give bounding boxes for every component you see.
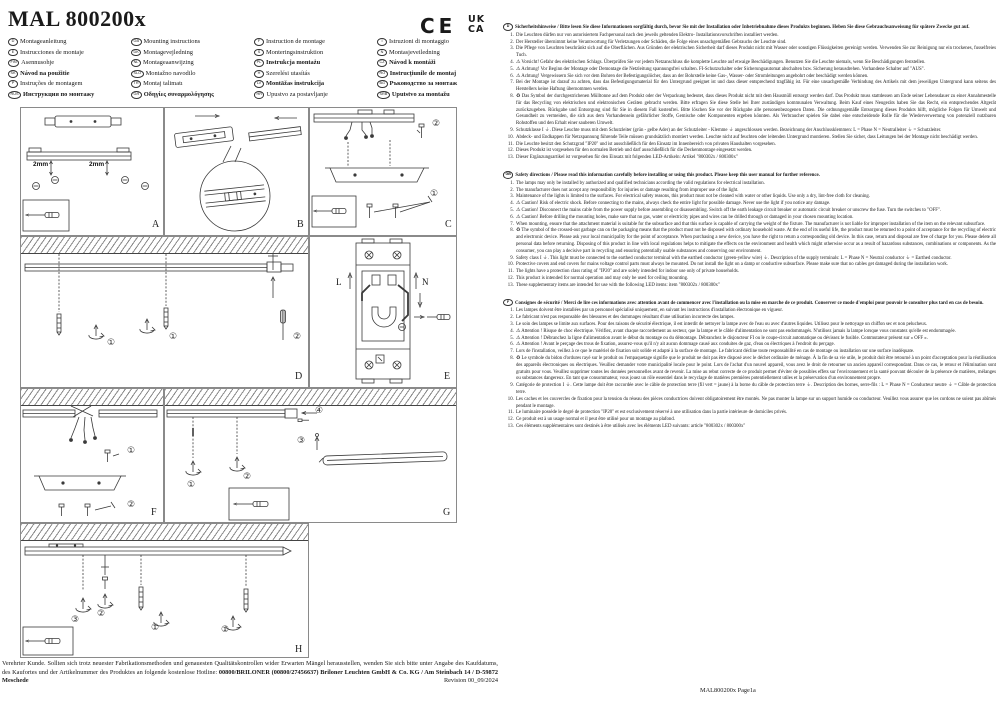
ceiling-hatch bbox=[21, 524, 308, 541]
step-badge: ② bbox=[293, 332, 302, 342]
step-badge: ② bbox=[97, 609, 106, 619]
language-item bbox=[377, 59, 500, 70]
language-code-badge: D bbox=[8, 38, 18, 46]
language-code-badge: N bbox=[377, 49, 387, 57]
language-code-badge: I bbox=[377, 38, 387, 46]
language-code-badge: S bbox=[254, 49, 264, 57]
language-label: Monteringsinstruktion bbox=[266, 48, 324, 56]
language-item bbox=[254, 70, 377, 81]
language-label: Instruções de montagem bbox=[20, 80, 83, 88]
language-label: Инструкция по монтажу bbox=[23, 90, 95, 98]
instruction-item: 8. ♻ Le symbole du bidon d'ordures rayé sur le produit ou l'empaquetage signifie que le produit ne doit pas être disposé avec le déchet ordinaire de ménage. À la fin de sa vie utile, le produit doit être retourné à un point d'acceptation pour la réutilisation des appareils électroniques ou électriques. Veuillez demander votre municipalité locale pour le point. Lors de l'achat d'un nouvel appareil, vous avez le droit de retourner un ancien appareil correspondant. Dans ce cas, le retour et l'élimination sont gratuits pour vous. Veuillez supprimer toutes les données personnelles avant de revenir. La mise au rebut correcte de ce produit permet d'éviter de possibles effets sur l'environnement et la santé pouvant découler de la présence de matières, mélanges ou substances dangereux. En tant que consommateur, vous jouez un rôle essentiel dans le recyclage de matières premières potentiellement utiles et la préservation d'un environnement propre. bbox=[515, 356, 996, 383]
language-label: Istruzioni di montaggio bbox=[389, 38, 449, 45]
panel-a-drawing bbox=[21, 108, 163, 235]
language-item bbox=[131, 91, 254, 102]
language-item bbox=[8, 80, 131, 91]
instruction-item: 13. Ces éléments supplémentaires sont destinés à être utilisés avec les éléments LED suivants: article "800302x / 800300x" bbox=[515, 424, 996, 431]
screwdriver-icon bbox=[427, 315, 450, 320]
rotate-arrow-icon bbox=[89, 325, 104, 339]
panel-b-drawing bbox=[165, 108, 308, 235]
panel-label-h: H bbox=[295, 644, 303, 655]
wall-plug-icon bbox=[164, 308, 168, 329]
instruction-item: 7. Bei der Montage ist darauf zu achten, dass das Befestigungsmaterial für den Untergrund geeignet ist und dass dieser entsprechend tragfähig ist. Für eine unsachgemäße Verbindung des Artikels mit dem jeweiligen Untergrund kann seitens des Herstellers keine Haftung übernommen werden. bbox=[515, 80, 996, 94]
instruction-item: 10. Abdeck- und Endkappen für Netzspannung führende Teile müssen grundsätzlich montiert werden. Leuchte nicht auf feuchten oder leitenden Untergrund montieren. Stellen Sie sicher, dass Leitungen bei der Montage nicht beschädigt werden. bbox=[515, 135, 996, 142]
language-label: Οδηγίες συναρμολόγησης bbox=[143, 90, 214, 98]
screw-icon bbox=[85, 504, 90, 516]
screw-icon bbox=[417, 124, 424, 138]
language-item bbox=[377, 38, 500, 49]
step-badge: ① bbox=[187, 480, 196, 490]
language-label: Ръководство за монтаж bbox=[389, 80, 458, 88]
panel-label-e: E bbox=[444, 371, 451, 382]
instruction-list bbox=[503, 181, 996, 290]
ceiling-hatch bbox=[21, 389, 163, 406]
language-item bbox=[377, 91, 500, 102]
panel-d bbox=[20, 236, 309, 388]
instruction-item: 2. Der Hersteller übernimmt keine Verantwortung für Verletzungen oder Schäden, die Folge eines unsachgemäßen Gebrauchs der Leuchte sind. bbox=[515, 40, 996, 47]
panel-d-drawing bbox=[21, 254, 308, 386]
instruction-item: 1. Les lampes doivent être installées par un personnel spécialisé uniquement, en suivant les instructions d'installation électronique en vigueur. bbox=[515, 308, 996, 315]
screw-icon bbox=[59, 504, 64, 516]
wall-plug-icon bbox=[57, 314, 61, 335]
phase-label: L bbox=[336, 277, 342, 287]
language-item bbox=[254, 80, 377, 91]
ceiling-hatch bbox=[165, 389, 456, 406]
instruction-item: 9. Schutzklasse I ⏚. Diese Leuchte muss mit dem Schutzleiter (grün - gelbe Ader) an der Schutzleiter - Klemme ⏚ angeschlossen werden. Bezeichnung der Anschlussklemmen: L = Phase N = Neutralleiter ⏚ = Schutzleiter. bbox=[515, 128, 996, 135]
screwdriver-icon bbox=[26, 639, 60, 644]
language-code-badge: SLO bbox=[131, 70, 144, 78]
instruction-item: 9. Safety class I ⏚. This light must be connected to the earthed conductor terminal with the earthed conductor (green-yellow wire) ⏚. Description of the supply terminals: L = Phase N = Neutral conductor ⏚ = Earthed conductor. bbox=[515, 256, 996, 263]
panel-e-drawing bbox=[310, 237, 456, 387]
rotate-arrow-icon bbox=[230, 457, 245, 471]
language-item bbox=[8, 59, 131, 70]
language-label: Instruction de montage bbox=[266, 38, 325, 45]
language-code-badge: RO bbox=[377, 70, 388, 78]
language-item bbox=[131, 70, 254, 81]
language-item bbox=[131, 59, 254, 70]
language-label: Upustvo za postavljanje bbox=[266, 90, 328, 98]
instruction-item: 4. ⚠ Caution! Risk of electric shock. Before connecting to the mains, always check the entire light for possible damage. Never use the light if you notice any damage. bbox=[515, 201, 996, 208]
step-badge: ① bbox=[430, 189, 439, 199]
instruction-item: 13. These supplementary items are intended for use with the following LED items: item "800302x / 800300x" bbox=[515, 283, 996, 290]
instruction-item: 4. ⚠ Attention ! Risque de choc électrique. Vérifiez, avant chaque raccordement au secteur, que la lampe et le câble d'alimentation ne sont pas endommagés. N'utilisez jamais la lampe lorsque vous constatez qu'elle est endommagée. bbox=[515, 329, 996, 336]
dimension-label: 2mm bbox=[89, 161, 105, 168]
instruction-item: 9. Catégorie de protection I ⏚. Cette lampe doit être raccordée avec le câble de protection terre (fil vert = jaune) à la borne du câble de protection terre ⏚. Description des bornes, serre-fils : L = Phase N = Conducteur neutre ⏚ = Câble de protection terre. bbox=[515, 383, 996, 397]
instruction-item: 8. ♻ Das Symbol der durchgestrichenen Mülltonne auf dem Produkt oder der Verpackung bedeutet, dass dieses Produkt nicht mit dem Hausmüll entsorgt werden darf. Das Produkt muss stattdessen am Ende seiner Lebensdauer zu einer Annahmestelle für das Recycling von elektrischen und elektronischen Geräten gebracht werden. Bitte erfragen Sie diese Stelle bei Ihrer zuständigen kommunalen Verwaltung. Beim Kauf eines Neugeräts haben Sie das Recht, ein entsprechendes Altgerät zurückzugeben. Rückgabe und Entsorgung sind für Sie in diesem Fall kostenfrei. Bitte löschen Sie vor der Rückgabe alle personenbezogenen Daten. Die ordnungsgemäße Entsorgung dieses Produkts hilft, mögliche Folgen für Umwelt und Gesundheit zu vermeiden, die sich aus dem Vorhandensein gefährlicher Stoffe, Gemische oder Komponenten ergeben könnten. Als Verbraucher spielen Sie dabei eine entscheidende Rolle für die Wiederverwertung von potenziell nutzbaren Rohstoffen und den Erhalt einer sauberen Umwelt. bbox=[515, 94, 996, 128]
section-header-text: Consignes de sécurité / Merci de lire ces informations avec attention avant de commencer avec l'installation ou la mise en marche de ce produit. Conserver ce mode d'emploi pour pouvoir le consulter plus tard en cas de besoin. bbox=[515, 300, 984, 306]
hotline-info: 00800/BRILONER (00800/27456637) Briloner Leuchten GmbH & Co. KG / Am Steinbach 14 / D-59872 Meschede bbox=[2, 668, 498, 685]
instruction-item: 10. Protective covers and end covers for mains voltage control parts must always be mounted. Do not install the light on a damp or conductive subsurface. Please make sure that no cables get damaged during the installation work. bbox=[515, 262, 996, 269]
instruction-item: 4. ⚠ Vorsicht! Gefahr des elektrischen Schlags. Überprüfen Sie vor jedem Netzanschluss die komplette Leuchte auf etwaige Beschädigungen. Benutzen Sie die Leuchte niemals, wenn Sie Beschädigungen feststellen. bbox=[515, 60, 996, 67]
screw-icon bbox=[105, 450, 119, 462]
ukca-ca: CA bbox=[468, 23, 485, 35]
language-code-badge: LV bbox=[254, 80, 264, 88]
instruction-item: 5. ⚠ Attention ! Débranchez la ligne d'alimentation avant le début du montage ou du démontage. Débranchez le disjoncteur FI ou le coupe-circuit automatique ou dévissez le fusible. Commutateur présent sur « OFF ». bbox=[515, 336, 996, 343]
language-item bbox=[254, 91, 377, 102]
page-reference: MAL800200x Page1a bbox=[700, 687, 756, 694]
instruction-item: 1. Die Leuchten dürfen nur von autorisiertem Fachpersonal nach den jeweils geltenden Elektro- Installationsvorschriften installiert werden. bbox=[515, 33, 996, 40]
language-item bbox=[8, 38, 131, 49]
instruction-item: 13. Dieser Ergänzungsartikel ist vorgesehen für den Einsatz mit folgenden LED-Artikeln: Artikel "800302x / 800300x" bbox=[515, 155, 996, 162]
ceiling-hatch bbox=[21, 237, 308, 254]
ce-mark: CE bbox=[420, 14, 457, 38]
screw-icon bbox=[367, 204, 372, 218]
language-item bbox=[377, 80, 500, 91]
customer-service-footer bbox=[2, 660, 498, 686]
instruction-item: 5. ⚠ Achtung! Vor Beginn der Montage oder Demontage die Netzleitung spannungsfrei schalten. FI-Schutzschalter oder Sicherungsautomat abschalten bzw. Sicherung herausdrehen. Vorhandene Schalter auf "AUS". bbox=[515, 67, 996, 74]
instruction-list bbox=[503, 33, 996, 162]
language-label: Asennusohje bbox=[21, 59, 55, 67]
language-label: Montagevejledning bbox=[143, 48, 193, 56]
language-list bbox=[8, 38, 500, 102]
instruction-item: 11. Die Leuchte besitzt den Schutzgrad "IP20" und ist ausschließlich für den Einsatz im Innenbereich von privaten Haushalten vorgesehen. bbox=[515, 142, 996, 149]
language-label: Návod k montáži bbox=[389, 59, 436, 67]
language-label: Montāžas instrukcija bbox=[266, 80, 325, 88]
panel-label-g: G bbox=[443, 507, 451, 518]
language-item bbox=[131, 49, 254, 60]
screwdriver-icon bbox=[314, 209, 346, 214]
language-code-badge: GB bbox=[131, 38, 142, 46]
panel-label-f: F bbox=[151, 507, 157, 518]
instruction-item: 6. ⚠ Caution! Before drilling the mounting holes, make sure that no gas, water or electricity pipes and wires can be drilled through or damaged in your chosen mounting location. bbox=[515, 215, 996, 222]
language-item bbox=[254, 59, 377, 70]
language-label: Instrucciones de montaje bbox=[20, 48, 84, 56]
section-header bbox=[503, 299, 996, 308]
screwdriver-icon bbox=[281, 310, 286, 340]
panel-c bbox=[309, 107, 457, 236]
panel-a bbox=[20, 107, 164, 236]
section-header-text: Safety directions / Please read this information carefully before installing or using this product. Please keep this user manual for further reference. bbox=[515, 173, 820, 178]
neutral-label: N bbox=[422, 277, 429, 287]
step-badge: ① bbox=[221, 625, 230, 635]
language-code-badge: SRB bbox=[377, 91, 390, 99]
language-item bbox=[377, 49, 500, 60]
ukca-uk: UK bbox=[468, 14, 486, 25]
panel-f-drawing bbox=[21, 406, 163, 521]
rotate-arrow-icon bbox=[76, 598, 91, 612]
step-badge: ① bbox=[107, 338, 116, 348]
instruction-item: 8. ♻ The symbol of the crossed-out garbage can on the packaging means that the product must not be disposed with ordinary household waste. At the end of its useful life, the product must be returned to a point of acceptance for the recycling of electric and electronic device. Please ask your local municipality for the point of acceptance. When purchasing a new device, you have the right to return a corresponding old device. In this case, return and disposal are free of charge for you. Please delete all personal data before returning. Disposing of this product in line with local regulations helps to mitigate the effects on the environment and health which might otherwise occur as a result of hazardous substances, combinations or components. As the consumer, you can play a decisive part in recycling and ensuring potentially usable substances and conserving our environment. bbox=[515, 228, 996, 255]
language-code-badge: FIN bbox=[8, 59, 19, 67]
step-badge: ③ bbox=[71, 615, 80, 625]
language-label: Návod na použitie bbox=[20, 69, 70, 77]
step-badge: ① bbox=[127, 446, 136, 456]
language-label: Instrukcja montażu bbox=[266, 59, 321, 67]
wall-plug-icon bbox=[139, 587, 143, 610]
section-header bbox=[503, 23, 996, 32]
step-badge: ② bbox=[432, 119, 441, 129]
instruction-item: 12. Ce produit est à un usage normal et il peut être utilisé pour un montage au plafond. bbox=[515, 417, 996, 424]
step-badge: ③ bbox=[297, 436, 306, 446]
screw-icon bbox=[393, 204, 398, 218]
pin-icon bbox=[315, 434, 319, 451]
section-french bbox=[503, 299, 996, 431]
instruction-item: 6. ⚠ Attention ! Avant le perçage des trous de fixation, assurez-vous qu'il n'y ait aucun dommage causé aux conduites de gaz, d'eau ou électriques à l'endroit du perçage. bbox=[515, 342, 996, 349]
language-code-badge: PL bbox=[254, 59, 264, 67]
instruction-item: 3. Maintenance of the lights is limited to the surfaces. For electrical safety reasons, this product must not be cleaned with water or other liquids. Use only a dry, lint-free cloth for cleaning. bbox=[515, 194, 996, 201]
language-code-badge: GB bbox=[503, 171, 513, 179]
language-code-badge: H bbox=[254, 70, 264, 78]
instruction-list bbox=[503, 308, 996, 430]
language-label: Montaj talimatı bbox=[143, 80, 183, 88]
instruction-item: 11. Le luminaire possède le degré de protection "IP20" et est exclusivement réservé à une utilisation dans la partie intérieure de domiciles privés. bbox=[515, 410, 996, 417]
language-code-badge: NL bbox=[131, 59, 141, 67]
revision-label: Revision 00_09/2024 bbox=[443, 677, 498, 685]
panel-e bbox=[309, 236, 457, 388]
language-label: Montažno navodilo bbox=[145, 69, 196, 77]
rotate-arrow-icon bbox=[98, 594, 113, 608]
dimension-label: 2mm bbox=[33, 161, 49, 168]
step-badge: ② bbox=[243, 472, 252, 482]
language-label: Montageanleitung bbox=[20, 38, 67, 45]
language-label: Montageaanwijzing bbox=[143, 59, 194, 67]
language-item bbox=[131, 38, 254, 49]
language-label: Szerelési utasítás bbox=[266, 69, 310, 77]
panel-label-b: B bbox=[297, 219, 304, 230]
instruction-item: 12. This product is intended for normal operation and may only be used for ceiling mounting. bbox=[515, 276, 996, 283]
language-code-badge: RUS bbox=[8, 91, 21, 99]
language-label: Uputstvo za montažu bbox=[391, 90, 450, 98]
instruction-item: 7. Lors de l'installation, veillez à ce que le matériel de fixation soit solide et adapté à la surface de montage. Le fabricant décline toute responsabilité en cas de montage ou installation sur une surface inadéquate. bbox=[515, 349, 996, 356]
language-code-badge: E bbox=[8, 49, 18, 57]
language-label: Instrucțiunile de montaj bbox=[389, 69, 457, 77]
footer-text: Verehrter Kunde. Sollten sich trotz neuester Fabrikationsmethoden und genauesten Qualitätskontrollen wider Erwarten Mängel herausstellen, wenden Sie sich bitte unter Angabe des Kaufdatums, des Kaufortes und der Artikelnummer des Produktes an folgende kostenlose Hotline: bbox=[2, 660, 498, 676]
diagram-grid bbox=[20, 107, 457, 658]
instruction-item: 3. Le soin des lampes se limite aux surfaces. Pour des raisons de sécurité électrique, il est interdit de nettoyer la lampe avec de l'eau ou avec d'autres liquides. Utilisez pour le nettoyage un chiffon sec et non pelucheux. bbox=[515, 322, 996, 329]
panel-label-d: D bbox=[295, 371, 303, 382]
instruction-item: 2. The manufacturer does not accept any responsibility for injuries or damage resulting from improper use of the light. bbox=[515, 188, 996, 195]
language-item bbox=[377, 70, 500, 81]
panel-label-c: C bbox=[445, 219, 452, 230]
language-item bbox=[8, 91, 131, 102]
screwdriver-icon bbox=[234, 502, 268, 507]
instruction-item: 12. Dieses Produkt ist vorgesehen für den normalen Betrieb und darf ausschließlich für die Deckenmontage eingesetzt werden. bbox=[515, 148, 996, 155]
instructions-column bbox=[503, 23, 996, 440]
instruction-item: 1. The lamps may only be installed by authorized and qualified technicians according the valid regulations for electrical installation. bbox=[515, 181, 996, 188]
panel-h bbox=[20, 523, 309, 658]
instruction-item: 6. ⚠ Achtung! Vergewissern Sie sich vor dem Bohren der Befestigungslöcher, dass an der Bohrstelle keine Gas-, Wasser- oder Stromleitungen angebohrt oder beschädigt werden können. bbox=[515, 74, 996, 81]
panel-label-a: A bbox=[152, 219, 160, 230]
language-code-badge: TR bbox=[131, 80, 141, 88]
step-badge: ④ bbox=[315, 406, 324, 416]
section-english bbox=[503, 171, 996, 290]
step-badge: ① bbox=[151, 623, 160, 633]
language-code-badge: SK bbox=[8, 70, 18, 78]
screwdriver-icon bbox=[26, 213, 59, 218]
instruction-item: 3. Die Pflege von Leuchten beschränkt sich auf die Oberflächen. Aus Gründen der elektrischen Sicherheit darf dieses Produkt nicht mit Wasser oder sonstigen Flüssigkeiten gereinigt werden. Verwenden Sie zur Reinigung nur ein trockenes, fusselfreies Tuch. bbox=[515, 46, 996, 60]
language-item bbox=[131, 80, 254, 91]
language-item bbox=[8, 70, 131, 81]
section-header-text: Sicherheitshinweise / Bitte lesen Sie diese Informationen sorgfältig durch, bevor Sie mit der Installation oder Inbetriebnahme dieses Produkts beginnen. Heben Sie diese Gebrauchsanweisung für spätere Zwecke gut auf. bbox=[515, 25, 970, 30]
instruction-item: 2. Le fabricant n'est pas responsable des blessures et des dommages résultant d'une utilisation incorrecte des lampes. bbox=[515, 315, 996, 322]
language-code-badge: DK bbox=[131, 49, 141, 57]
language-item bbox=[254, 49, 377, 60]
language-code-badge: D bbox=[503, 23, 513, 31]
step-badge: ② bbox=[127, 500, 136, 510]
language-code-badge: F bbox=[254, 38, 264, 46]
language-code-badge: P bbox=[8, 80, 18, 88]
page-title: MAL 800200x bbox=[8, 6, 147, 31]
language-code-badge: BG bbox=[377, 80, 388, 88]
instruction-item: 7. When mounting, ensure that the attachment material is suitable for the subsurface and that this surface is capable of carrying the weight of the fixture. The manufacturer is not liable for improper installation of the item on the relevant subsurface. bbox=[515, 222, 996, 229]
panel-g-drawing bbox=[165, 406, 456, 521]
rotate-arrow-icon bbox=[186, 461, 201, 475]
language-item bbox=[8, 49, 131, 60]
language-code-badge: HR bbox=[254, 91, 264, 99]
step-badge: ① bbox=[169, 332, 178, 342]
wall-plug-icon bbox=[244, 589, 248, 612]
section-header bbox=[503, 171, 996, 180]
instruction-item: 11. The lights have a protection class rating of "IP20" and are solely intended for indoor use only of private households. bbox=[515, 269, 996, 276]
language-item bbox=[254, 38, 377, 49]
language-label: Mounting instructions bbox=[143, 38, 201, 45]
language-code-badge: F bbox=[503, 299, 513, 307]
language-code-badge: CZ bbox=[377, 59, 387, 67]
panel-f bbox=[20, 388, 164, 523]
section-german bbox=[503, 23, 996, 162]
panel-b bbox=[164, 107, 309, 236]
instruction-item: 5. ⚠ Caution! Disconnect the mains cable from the power supply before assembling or disassembling. Switch off the earth leakage circuit breaker or automatic circuit breaker or unscrew the fuse. Turn the switches to "OFF". bbox=[515, 208, 996, 215]
ukca-mark bbox=[468, 15, 485, 34]
language-code-badge: GR bbox=[131, 91, 142, 99]
language-label: Montasjeveiledning bbox=[389, 48, 440, 56]
instruction-item: 10. Les caches et les couvercles de fixation pour la tension du réseau des pièces conductrices doivent obligatoirement être montés. Ne pas monter la lampe sur un support humide ou conducteur. Veuillez vous assurer que les cordons ne soient pas abîmés pendant le montage. bbox=[515, 397, 996, 411]
rotate-arrow-icon bbox=[140, 319, 155, 333]
panel-h-drawing bbox=[21, 541, 308, 656]
panel-g bbox=[164, 388, 457, 523]
